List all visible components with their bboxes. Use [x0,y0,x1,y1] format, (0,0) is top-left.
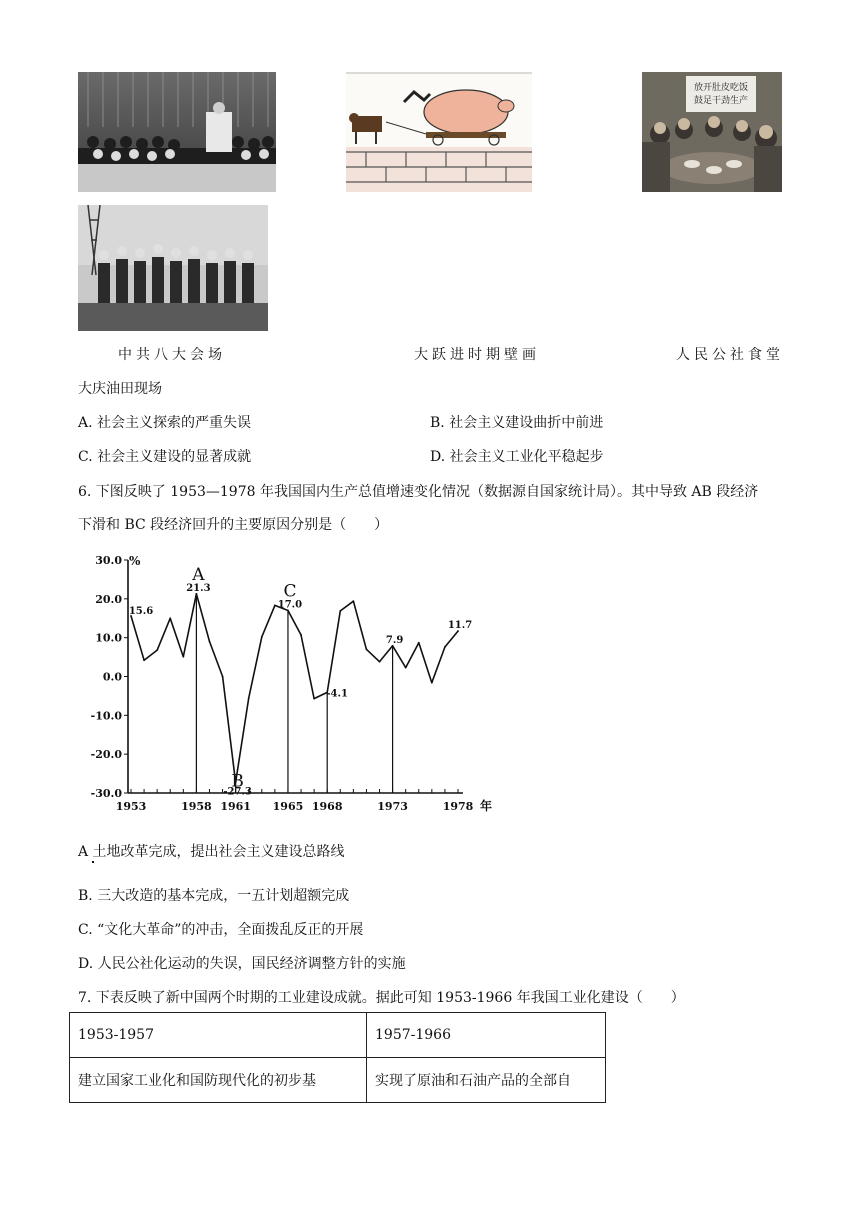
table-header-cell: 1953-1957 [70,1013,367,1058]
data-label: -27.3 [223,786,252,798]
photo-great-leap-mural [346,72,532,192]
data-label: 17.0 [277,599,303,611]
data-point [261,636,263,638]
data-point [431,682,433,684]
data-point [313,698,315,700]
table-cell: 建立国家工业化和国防现代化的初步基 [70,1058,367,1103]
data-point [405,667,407,669]
data-point [209,641,211,643]
canteen-banner-line-2: 鼓足干劲生产 [693,96,749,106]
y-tick-label: 10.0 [95,631,122,645]
gdp-growth-chart [78,545,508,825]
segment-letter-label: A [192,564,205,585]
y-tick-label: -30.0 [90,787,122,800]
gdp-growth-chart-svg [78,545,508,825]
x-tick-label: 1965 [272,800,304,813]
x-tick-label: 1968 [311,800,343,813]
caption-party-congress: 中共八大会场 [118,347,226,363]
caption-daqing-oilfield: 大庆油田现场 [78,381,162,397]
data-point [182,656,184,658]
table-row [70,1013,606,1058]
data-label: -4.1 [326,688,348,700]
data-point [444,646,446,648]
data-point [418,642,420,644]
q7-table [69,1012,606,1103]
q6-option-d[interactable]: D. 人民公社化运动的失误，国民经济调整方针的实施 [78,956,406,972]
q6-option-c[interactable]: C. “文化大革命”的冲击，全面拨乱反正的开展 [78,922,364,938]
data-point [300,634,302,636]
table-cell: 实现了原油和石油产品的全部自 [367,1058,606,1103]
data-point [143,659,145,661]
segment-letter-label: B [231,771,244,792]
q6-stem-line-1: 6. 下图反映了 1953—1978 年我国国内生产总值增速变化情况（数据源自国家统计局）。其中导致 AB 段经济 [78,484,759,500]
data-point [274,605,276,607]
y-tick-label: 0.0 [102,670,122,684]
y-tick-label: 30.0 [95,554,122,567]
table-row [70,1058,606,1103]
caption-great-leap-mural: 大跃进时期壁画 [414,347,540,363]
data-label: 21.3 [186,582,211,594]
data-point [156,649,158,651]
photo-daqing-oilfield [78,205,268,331]
y-unit-label: % [129,554,141,568]
data-point [352,600,354,602]
x-tick-label: 1958 [181,800,212,813]
photo-party-congress [78,72,276,192]
data-point [222,676,224,678]
q6-option-b[interactable]: B. 三大改造的基本完成，一五计划超额完成 [78,888,350,904]
q6-option-a[interactable]: A 土地改革完成，提出社会主义建设总路线 [78,844,345,860]
q5-option-d[interactable]: D. 社会主义工业化平稳起步 [430,449,604,465]
segment-letter-label: C [283,581,297,602]
data-point [169,617,171,619]
x-tick-label: 1961 [220,800,251,813]
q5-option-c[interactable]: C. 社会主义建设的显著成就 [78,449,252,465]
q6-stem-line-2: 下滑和 BC 段经济回升的主要原因分别是（ ） [78,517,389,533]
data-label: 11.7 [447,620,473,632]
table-header-cell: 1957-1966 [367,1013,606,1058]
x-tick-label: 1973 [377,800,408,813]
data-point [248,697,250,699]
canteen-banner-line-1: 放开肚皮吃饭 [693,83,749,93]
caption-commune-canteen: 人民公社食堂 [676,347,784,363]
q5-option-a[interactable]: A. 社会主义探索的严重失误 [78,415,252,431]
y-tick-label: -20.0 [90,748,122,762]
x-tick-label: 1953 [115,800,147,813]
gdp-growth-series-line [128,594,458,783]
q7-stem: 7. 下表反映了新中国两个时期的工业建设成就。据此可知 1953-1966 年我国工业化建设（ ） [78,990,685,1006]
data-point [379,661,381,663]
y-tick-label: 20.0 [95,592,122,606]
q6-option-a-dot [92,861,94,863]
q5-option-b[interactable]: B. 社会主义建设曲折中前进 [430,415,604,431]
x-tick-label: 1978 [442,800,474,813]
x-unit-label: 年 [480,799,493,813]
y-tick-label: -10.0 [90,709,122,723]
photo-commune-canteen [642,72,782,192]
data-label: 15.6 [128,605,154,617]
data-point [339,610,341,612]
data-label: 7.9 [385,634,404,646]
data-point [366,648,368,650]
